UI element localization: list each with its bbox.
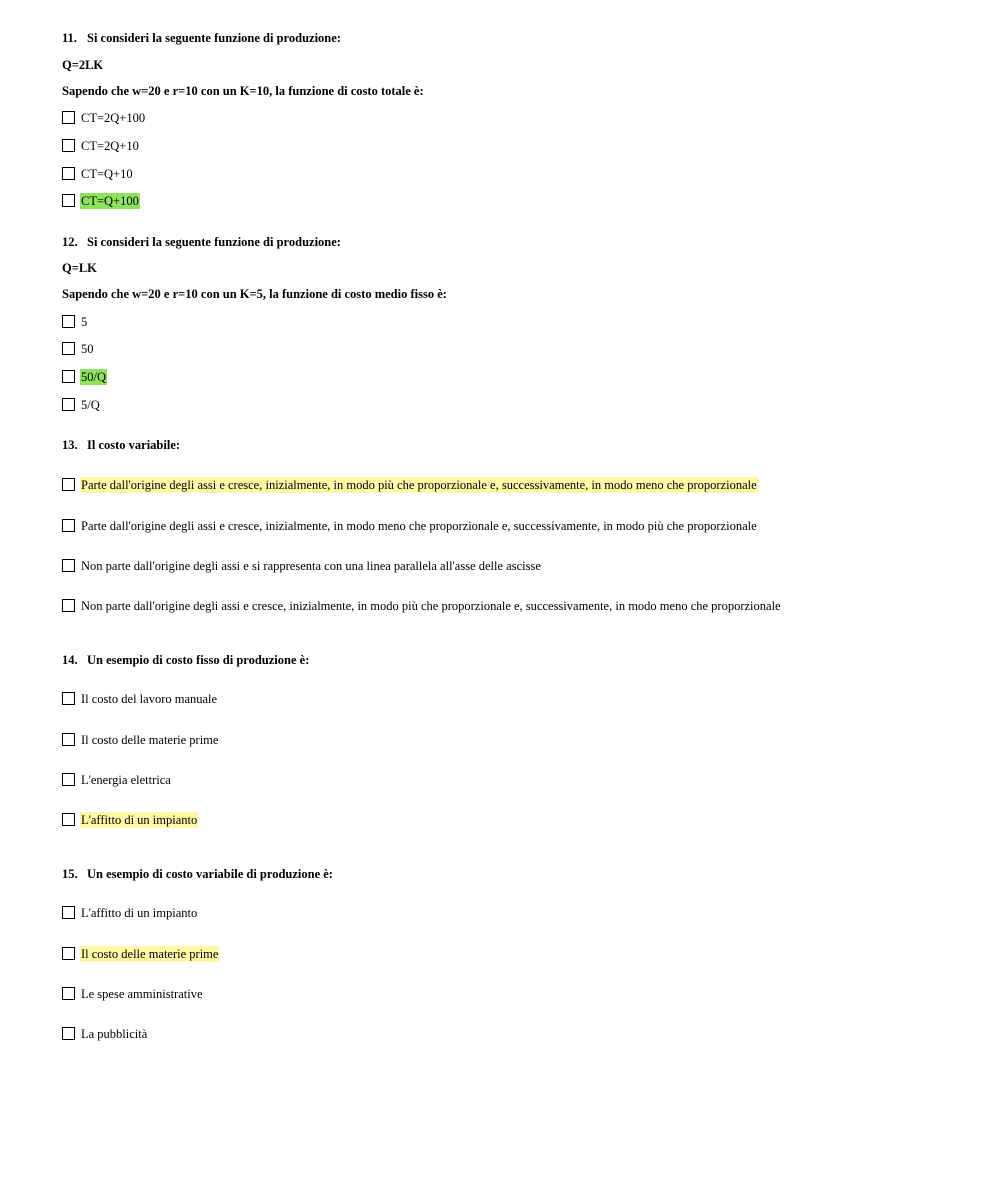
question-number: 13. bbox=[62, 438, 78, 452]
checkbox[interactable] bbox=[62, 906, 75, 919]
question-12-title bbox=[62, 234, 341, 250]
option-label: Il costo delle materie prime bbox=[81, 733, 219, 747]
question-11-prompt: Sapendo che w=20 e r=10 con un K=10, la funzione di costo totale è: bbox=[62, 84, 424, 98]
checkbox[interactable] bbox=[62, 733, 75, 746]
question-title-text: Si consideri la seguente funzione di produzione: bbox=[87, 235, 341, 249]
checkbox[interactable] bbox=[62, 773, 75, 786]
option-label: Non parte dall'origine degli assi e cresce, inizialmente, in modo più che proporzionale e, successivamente, in modo meno che proporzionale bbox=[81, 599, 781, 613]
option-label: Non parte dall'origine degli assi e si rappresenta con una linea parallela all'asse delle ascisse bbox=[81, 559, 541, 573]
option-label: L'affitto di un impianto bbox=[81, 906, 198, 920]
checkbox[interactable] bbox=[62, 194, 75, 207]
option-label-highlighted: Parte dall'origine degli assi e cresce, inizialmente, in modo più che proporzionale e, successivamente, in modo meno che proporzionale bbox=[81, 478, 757, 492]
checkbox[interactable] bbox=[62, 559, 75, 572]
checkbox[interactable] bbox=[62, 315, 75, 328]
option-label-highlighted: L'affitto di un impianto bbox=[81, 813, 198, 827]
option-label-highlighted: Il costo delle materie prime bbox=[81, 947, 219, 961]
option-label: 5 bbox=[81, 315, 88, 329]
checkbox[interactable] bbox=[62, 947, 75, 960]
checkbox[interactable] bbox=[62, 167, 75, 180]
checkbox[interactable] bbox=[62, 478, 75, 491]
option-label-highlighted: 50/Q bbox=[81, 370, 106, 384]
checkbox[interactable] bbox=[62, 599, 75, 612]
question-12-formula: Q=LK bbox=[62, 261, 97, 275]
checkbox[interactable] bbox=[62, 519, 75, 532]
option-label: 50 bbox=[81, 342, 94, 356]
option-label: 5/Q bbox=[81, 398, 100, 412]
question-11-title bbox=[62, 30, 341, 46]
question-title-text: Si consideri la seguente funzione di produzione: bbox=[87, 31, 341, 45]
question-12-prompt: Sapendo che w=20 e r=10 con un K=5, la funzione di costo medio fisso è: bbox=[62, 287, 447, 301]
checkbox[interactable] bbox=[62, 342, 75, 355]
checkbox[interactable] bbox=[62, 813, 75, 826]
option-label: CT=2Q+100 bbox=[81, 111, 146, 125]
checkbox[interactable] bbox=[62, 692, 75, 705]
option-label: La pubblicità bbox=[81, 1027, 148, 1041]
checkbox[interactable] bbox=[62, 111, 75, 124]
option-label: CT=Q+10 bbox=[81, 167, 133, 181]
question-11-formula: Q=2LK bbox=[62, 58, 104, 72]
option-label: L'energia elettrica bbox=[81, 773, 171, 787]
option-label: Le spese amministrative bbox=[81, 987, 203, 1001]
checkbox[interactable] bbox=[62, 370, 75, 383]
question-title-text: Un esempio di costo variabile di produzione è: bbox=[87, 867, 333, 881]
question-number: 14. bbox=[62, 653, 78, 667]
option-label: Parte dall'origine degli assi e cresce, inizialmente, in modo meno che proporzionale e, successivamente, in modo più che proporzionale bbox=[81, 519, 757, 533]
question-14-title bbox=[62, 652, 309, 668]
option-label: CT=2Q+10 bbox=[81, 139, 139, 153]
question-15-title bbox=[62, 866, 333, 882]
checkbox[interactable] bbox=[62, 398, 75, 411]
question-number: 15. bbox=[62, 867, 78, 881]
checkbox[interactable] bbox=[62, 987, 75, 1000]
checkbox[interactable] bbox=[62, 1027, 75, 1040]
option-label: Il costo del lavoro manuale bbox=[81, 692, 218, 706]
question-title-text: Un esempio di costo fisso di produzione è: bbox=[87, 653, 310, 667]
question-13-title bbox=[62, 437, 180, 453]
option-label-highlighted: CT=Q+100 bbox=[81, 194, 139, 208]
question-number: 11. bbox=[62, 31, 77, 45]
question-number: 12. bbox=[62, 235, 78, 249]
checkbox[interactable] bbox=[62, 139, 75, 152]
question-title-text: Il costo variabile: bbox=[87, 438, 181, 452]
